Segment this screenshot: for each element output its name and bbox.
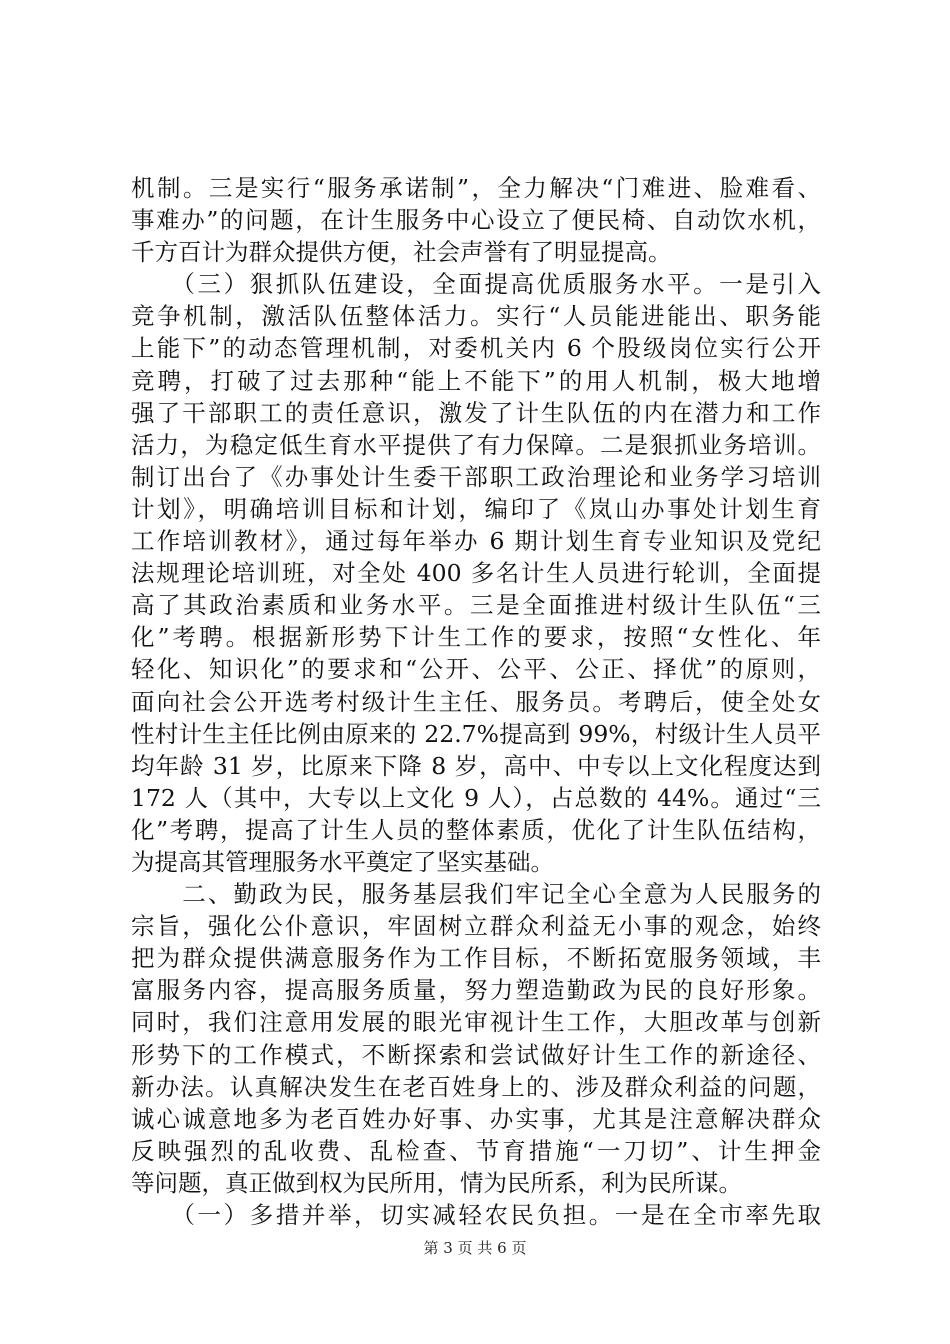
text-line: 面向社会公开选考村级计生主任、服务员。考聘后，使全处女 xyxy=(131,687,821,716)
text-line: 轻化、知识化”的要求和“公开、公平、公正、择优”的原则， xyxy=(131,655,821,684)
text-line: 形势下的工作模式，不断探索和尝试做好计生工作的新途径、 xyxy=(131,1040,821,1069)
text-line: 均年龄 31 岁，比原来下降 8 岁，高中、中专以上文化程度达到 xyxy=(131,751,821,780)
text-line: 竞争机制，激活队伍整体活力。实行“人员能进能出、职务能 xyxy=(131,302,821,331)
text-line: 诚心诚意地多为老百姓办好事、办实事，尤其是注意解决群众 xyxy=(131,1104,821,1133)
text-line: 工作培训教材》，通过每年举办 6 期计划生育专业知识及党纪 xyxy=(131,527,821,556)
text-line: 宗旨，强化公仆意识，牢固树立群众利益无小事的观念，始终 xyxy=(131,912,821,941)
text-line: 等问题，真正做到权为民所用，情为民所系，利为民所谋。 xyxy=(131,1168,742,1197)
text-line: 为提高其管理服务水平奠定了坚实基础。 xyxy=(131,847,554,876)
text-line: 把为群众提供满意服务作为工作目标，不断拓宽服务领域，丰 xyxy=(131,944,821,973)
text-line: 化”考聘，提高了计生人员的整体素质，优化了计生队伍结构， xyxy=(131,815,821,844)
text-line: 性村计生主任比例由原来的 22.7%提高到 99%，村级计生人员平 xyxy=(131,719,821,748)
text-line: 机制。三是实行“服务承诺制”，全力解决“门难进、脸难看、 xyxy=(131,174,821,202)
text-line: 富服务内容，提高服务质量，努力塑造勤政为民的良好形象。 xyxy=(131,976,821,1005)
text-line: 172 人（其中，大专以上文化 9 人），占总数的 44%。通过“三 xyxy=(131,783,821,812)
text-line: 新办法。认真解决发生在老百姓身上的、涉及群众利益的问题， xyxy=(131,1072,821,1101)
text-line: （一）多措并举，切实减轻农民负担。一是在全市率先取 xyxy=(131,1201,821,1229)
text-line: 竞聘，打破了过去那种“能上不能下”的用人机制，极大地增 xyxy=(131,366,821,395)
text-line: 二、勤政为民，服务基层我们牢记全心全意为人民服务的 xyxy=(131,880,821,909)
text-line: 反映强烈的乱收费、乱检查、节育措施“一刀切”、计生押金 xyxy=(131,1136,821,1165)
text-line: 高了其政治素质和业务水平。三是全面推进村级计生队伍“三 xyxy=(131,591,821,620)
text-line: 制订出台了《办事处计生委干部职工政治理论和业务学习培训 xyxy=(131,462,821,491)
text-line: 事难办”的问题，在计生服务中心设立了便民椅、自动饮水机， xyxy=(131,206,821,235)
text-line: 化”考聘。根据新形势下计生工作的要求，按照“女性化、年 xyxy=(131,623,821,652)
text-line: 计划》，明确培训目标和计划，编印了《岚山办事处计划生育 xyxy=(131,494,821,523)
page-footer: 第 3 页 共 6 页 xyxy=(423,1239,527,1257)
text-line: 强了干部职工的责任意识，激发了计生队伍的内在潜力和工作 xyxy=(131,398,821,427)
text-line: 上能下”的动态管理机制，对委机关内 6 个股级岗位实行公开 xyxy=(131,334,821,363)
text-line: 法规理论培训班，对全处 400 多名计生人员进行轮训，全面提 xyxy=(131,559,821,588)
text-line: （三）狠抓队伍建设，全面提高优质服务水平。一是引入 xyxy=(131,270,821,299)
text-line: 同时，我们注意用发展的眼光审视计生工作，大胆改革与创新 xyxy=(131,1008,821,1037)
document-body xyxy=(131,172,821,1231)
text-line: 千方百计为群众提供方便，社会声誉有了明显提高。 xyxy=(131,238,672,267)
text-line: 活力，为稳定低生育水平提供了有力保障。二是狠抓业务培训。 xyxy=(131,430,821,459)
